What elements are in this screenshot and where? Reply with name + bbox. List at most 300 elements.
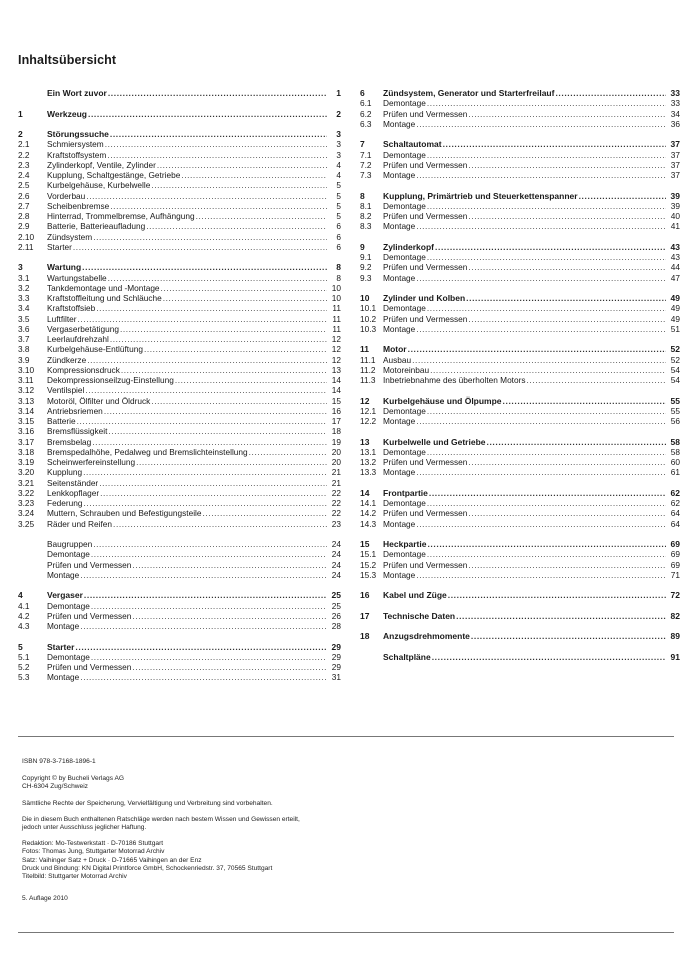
toc-number: 3.25 (18, 518, 35, 529)
dot-leader (92, 437, 327, 447)
toc-entry-row (18, 396, 341, 406)
toc-label (383, 570, 666, 580)
toc-label (47, 109, 327, 119)
toc-label (47, 293, 327, 303)
toc-page-number: 64 (670, 518, 680, 529)
toc-number: 12.2 (360, 416, 377, 426)
toc-number: 3.18 (18, 446, 35, 457)
toc-label (47, 621, 327, 631)
dot-leader (432, 652, 666, 662)
toc-page-number: 47 (670, 272, 680, 283)
toc-label (383, 324, 666, 334)
dot-leader (91, 652, 327, 662)
toc-label (383, 160, 666, 170)
dot-leader (84, 590, 327, 600)
toc-chapter-row (360, 396, 680, 406)
spacer (360, 129, 680, 139)
toc-chapter-row (18, 262, 341, 272)
toc-page-number: 1 (336, 88, 341, 98)
toc-page-number: 58 (670, 446, 680, 457)
toc-chapter-row (360, 191, 680, 201)
toc-label (47, 488, 327, 498)
toc-label-text: Schmiersystem (47, 139, 104, 150)
toc-page-number: 6 (336, 231, 341, 242)
toc-number: 17 (360, 610, 370, 621)
toc-entry-row (360, 467, 680, 477)
toc-number: 3.17 (18, 436, 35, 447)
toc-label-text: Prüfen und Vermessen (383, 313, 468, 324)
toc-number: 3.12 (18, 385, 35, 396)
dot-leader (84, 498, 327, 508)
toc-number: 11.2 (360, 364, 376, 375)
dot-leader (86, 191, 327, 201)
toc-number: 2.8 (18, 211, 30, 221)
toc-number: 3.9 (18, 354, 30, 365)
toc-label-text: Kraftstoffsieb (47, 303, 96, 314)
dot-leader (416, 221, 666, 231)
toc-chapter-row (360, 611, 680, 621)
toc-number: 3 (18, 262, 23, 273)
toc-label-text: Zylinder und Kolben (383, 293, 466, 303)
toc-page-number: 62 (670, 487, 680, 498)
toc-entry-row (360, 262, 680, 272)
spacer (360, 334, 680, 344)
dot-leader (78, 314, 327, 324)
toc-entry-row (18, 242, 341, 252)
toc-page-number: 40 (670, 211, 680, 221)
toc-number: 3.11 (18, 375, 34, 385)
toc-number: 3.24 (18, 508, 35, 519)
spacer (18, 119, 341, 129)
toc-label-text: Demontage (383, 405, 426, 416)
toc-label (383, 303, 666, 313)
toc-page-number: 17 (331, 416, 341, 426)
toc-entry-row (360, 508, 680, 518)
toc-label-text: Montage (383, 323, 416, 334)
toc-label-text: Baugruppen (47, 539, 93, 549)
toc-page-number: 29 (331, 641, 341, 652)
page-title: Inhaltsübersicht (18, 53, 117, 67)
toc-number: 13.3 (360, 467, 377, 478)
dot-leader (429, 488, 666, 498)
toc-label (47, 396, 327, 406)
toc-label-text: Batterie, Batterieaufladung (47, 221, 146, 232)
toc-page-number: 22 (331, 498, 341, 508)
toc-label-text: Federung (47, 498, 83, 508)
toc-label (47, 539, 327, 549)
toc-chapter-row (18, 642, 341, 652)
disclaimer-line-2: jedoch unter Ausschluss jeglicher Haftung. (22, 824, 147, 832)
toc-entry-row (18, 621, 341, 631)
dot-leader (416, 467, 666, 477)
toc-entry-row (18, 457, 341, 467)
toc-page-number: 64 (670, 508, 680, 519)
toc-number: 3.21 (18, 477, 35, 488)
toc-page-number: 18 (331, 426, 341, 437)
dot-leader (471, 631, 666, 641)
toc-label-text: Montage (383, 467, 416, 478)
toc-number: 3.4 (18, 303, 30, 314)
toc-page-number: 55 (670, 395, 680, 406)
toc-label-text: Antriebsriemen (47, 405, 103, 416)
toc-entry-row (18, 426, 341, 436)
toc-label (47, 437, 327, 447)
toc-label-text: Montage (383, 118, 416, 129)
toc-number: 3.19 (18, 457, 35, 467)
toc-number: 14.2 (360, 508, 377, 519)
toc-number: 5.1 (18, 651, 30, 662)
toc-label-text: Werkzeug (47, 108, 87, 119)
toc-label (383, 98, 666, 108)
toc-label (47, 334, 327, 344)
toc-label (383, 539, 666, 549)
dot-leader (161, 283, 327, 293)
toc-page-number: 54 (670, 375, 680, 385)
toc-label-text: Bremsbelag (47, 436, 92, 447)
dot-leader (416, 416, 666, 426)
toc-page-number: 8 (336, 272, 341, 283)
toc-label (47, 560, 327, 570)
toc-number: 8.2 (360, 211, 372, 221)
toc-entry-row (18, 437, 341, 447)
dot-leader (104, 406, 327, 416)
toc-label-text: Kupplung, Schaltgestänge, Getriebe (47, 170, 181, 180)
toc-label (47, 498, 327, 508)
toc-label (47, 191, 327, 201)
toc-label-text: Kabel und Züge (383, 590, 447, 601)
toc-label (47, 570, 327, 580)
toc-label-text: Scheibenbremse (47, 200, 110, 211)
copyright: Copyright © by Bucheli Verlags AG (22, 775, 124, 783)
toc-number: 2.2 (18, 149, 30, 160)
toc-label (47, 478, 327, 488)
dot-leader (427, 303, 666, 313)
toc-page-number: 89 (670, 631, 680, 642)
toc-number: 15 (360, 539, 370, 549)
toc-entry-row (360, 252, 680, 262)
toc-page-number: 58 (670, 436, 680, 447)
toc-label-text: Bremsflüssigkeit (47, 426, 108, 437)
toc-label (383, 242, 666, 252)
dot-leader (249, 447, 327, 457)
toc-page-number: 10 (331, 293, 341, 303)
dot-leader (113, 519, 327, 529)
toc-label-text: Prüfen und Vermessen (47, 559, 132, 570)
toc-number: 2.7 (18, 200, 30, 211)
toc-page-number: 49 (670, 303, 680, 314)
toc-label-text: Prüfen und Vermessen (383, 559, 468, 570)
dot-leader (77, 416, 327, 426)
toc-label-text: Ein Wort zuvor (47, 88, 107, 98)
toc-label-text: Montage (383, 272, 416, 283)
toc-label (47, 416, 327, 426)
toc-label (47, 519, 327, 529)
toc-entry-row (360, 365, 680, 375)
toc-number: 14.3 (360, 518, 377, 529)
dot-leader (468, 314, 666, 324)
toc-label (383, 201, 666, 211)
toc-label-text: Montage (47, 621, 80, 631)
spacer (360, 478, 680, 488)
toc-page-number: 43 (670, 252, 680, 262)
toc-entry-row (360, 221, 680, 231)
toc-label (47, 662, 327, 672)
toc-number: 16 (360, 590, 370, 601)
toc-page-number: 37 (670, 159, 680, 170)
toc-number: 13.1 (360, 446, 377, 457)
spacer (18, 529, 341, 539)
toc-label (47, 652, 327, 662)
toc-entry-row (360, 570, 680, 580)
toc-page-number: 23 (331, 518, 341, 529)
toc-page-number: 54 (670, 364, 680, 375)
toc-entry-row (360, 150, 680, 160)
toc-page-number: 12 (331, 334, 341, 344)
toc-number: 15.2 (360, 559, 377, 570)
toc-label-text: Inbetriebnahme des überholten Motors (383, 375, 526, 385)
spacer (360, 180, 680, 190)
toc-number: 2.3 (18, 159, 30, 170)
dot-leader (427, 98, 666, 108)
dot-leader (175, 375, 327, 385)
dot-leader (91, 549, 327, 559)
toc-label (47, 242, 327, 252)
dot-leader (108, 273, 327, 283)
toc-page-number: 24 (331, 539, 341, 549)
dot-leader (416, 273, 666, 283)
toc-left-column (18, 88, 341, 683)
toc-label (47, 201, 327, 211)
toc-number: 3.23 (18, 498, 35, 508)
toc-number: 7.3 (360, 170, 372, 180)
toc-chapter-row (360, 590, 680, 600)
toc-label (47, 601, 327, 611)
disclaimer-line-1: Die in diesem Buch enthaltenen Ratschläge werden nach bestem Wissen und Gewissen erteilt, (22, 815, 300, 823)
toc-label (47, 406, 327, 416)
toc-label (47, 447, 327, 457)
toc-chapter-row (360, 88, 680, 98)
toc-label (383, 631, 666, 641)
toc-label (383, 549, 666, 559)
toc-entry-row (360, 314, 680, 324)
toc-label-text: Anzugsdrehmomente (383, 631, 470, 642)
toc-label (47, 160, 327, 170)
toc-entry-row (18, 601, 341, 611)
toc-label-text: Wartungstabelle (47, 272, 107, 283)
toc-label (47, 508, 327, 518)
dot-leader (121, 365, 327, 375)
toc-number: 18 (360, 631, 370, 642)
toc-page-number: 11 (332, 313, 341, 324)
toc-label-text: Montage (383, 416, 416, 426)
toc-page-number: 41 (670, 221, 680, 232)
toc-entry-row (360, 160, 680, 170)
toc-entry-row (18, 314, 341, 324)
toc-label-text: Demontage (47, 600, 90, 611)
toc-page-number: 69 (670, 559, 680, 570)
toc-page-number: 71 (670, 569, 680, 580)
dot-leader (468, 560, 666, 570)
toc-label-text: Kurbelgehäuse und Ölpumpe (383, 395, 502, 406)
toc-entry-row (18, 324, 341, 334)
toc-entry-row (360, 457, 680, 467)
toc-chapter-row (18, 109, 341, 119)
spacer (360, 385, 680, 395)
toc-page-number: 6 (336, 241, 341, 252)
dot-leader (80, 621, 327, 631)
toc-number: 10.2 (360, 313, 377, 324)
toc-label-text: Kurbelgehäuse-Entlüftung (47, 344, 143, 355)
dot-leader (151, 180, 327, 190)
spacer (18, 98, 341, 108)
toc-number: 13.2 (360, 457, 377, 467)
toc-number: 7 (360, 139, 365, 150)
toc-label-text: Montage (383, 221, 416, 232)
toc-page-number: 51 (670, 323, 680, 334)
rights-notice: Sämtliche Rechte der Speicherung, Vervielfältigung und Verbreitung sind vorbehalten. (22, 799, 273, 807)
toc-label-text: Demontage (383, 549, 426, 560)
toc-label-text: Montage (47, 569, 80, 580)
toc-page-number: 14 (331, 385, 341, 396)
toc-page-number: 3 (336, 139, 341, 150)
toc-page-number: 24 (331, 549, 341, 560)
toc-label-text: Prüfen und Vermessen (383, 457, 468, 467)
toc-label (383, 416, 666, 426)
toc-label-text: Schaltpläne (383, 651, 431, 662)
toc-label (383, 396, 666, 406)
dot-leader (416, 170, 666, 180)
toc-label (47, 129, 327, 139)
dot-leader (468, 457, 666, 467)
toc-page-number: 5 (336, 211, 341, 221)
dot-leader (427, 252, 666, 262)
toc-number: 4.3 (18, 621, 30, 631)
toc-number: 3.2 (18, 282, 30, 293)
dot-leader (110, 201, 327, 211)
toc-label (47, 611, 327, 621)
toc-number: 7.2 (360, 159, 372, 170)
toc-entry-row (360, 406, 680, 416)
toc-label (383, 457, 666, 467)
dot-leader (456, 611, 666, 621)
toc-chapter-row (360, 539, 680, 549)
photo-credit: Fotos: Thomas Jung, Stuttgarter Motorrad Archiv (22, 848, 165, 856)
toc-chapter-row (18, 590, 341, 600)
toc-page-number: 20 (331, 457, 341, 467)
dot-leader (82, 262, 327, 272)
toc-page-number: 19 (331, 436, 341, 447)
divider-top (18, 736, 674, 737)
dot-leader (468, 211, 666, 221)
toc-page-number: 4 (336, 170, 341, 180)
toc-label (47, 549, 327, 559)
toc-entry-row (360, 375, 680, 385)
toc-entry-row (18, 416, 341, 426)
toc-entry-row (18, 334, 341, 344)
toc-label-text: Demontage (383, 498, 426, 508)
toc-number: 9.2 (360, 262, 372, 273)
toc-label-text: Luftfilter (47, 313, 77, 324)
toc-chapter-row (360, 652, 680, 662)
toc-entry-row (18, 170, 341, 180)
dot-leader (468, 109, 666, 119)
toc-label (47, 150, 327, 160)
toc-label (47, 283, 327, 293)
toc-entry-row (18, 180, 341, 190)
dot-leader (163, 293, 327, 303)
toc-entry-row (18, 498, 341, 508)
toc-number: 9 (360, 241, 365, 252)
toc-page-number: 8 (336, 262, 341, 273)
toc-page-number: 3 (336, 149, 341, 160)
dot-leader (468, 262, 666, 272)
toc-label-text: Kraftstoffsystem (47, 149, 107, 160)
dot-leader (579, 191, 666, 201)
toc-number: 3.16 (18, 426, 35, 437)
toc-label (383, 467, 666, 477)
toc-label (383, 170, 666, 180)
toc-label (383, 88, 666, 98)
toc-page-number: 36 (670, 118, 680, 129)
dot-leader (108, 426, 327, 436)
toc-label (383, 365, 666, 375)
toc-page-number: 31 (331, 672, 341, 683)
toc-label-text: Kompressionsdruck (47, 364, 120, 375)
toc-entry-row (18, 355, 341, 365)
toc-page-number: 15 (331, 395, 341, 406)
dot-leader (100, 488, 327, 498)
toc-number: 3.5 (18, 313, 30, 324)
toc-entry-row (360, 355, 680, 365)
toc-entry-row (18, 160, 341, 170)
dot-leader (93, 232, 327, 242)
toc-entry-row (18, 191, 341, 201)
toc-right-column (360, 88, 680, 662)
toc-page-number: 49 (670, 293, 680, 303)
toc-page-number: 62 (670, 498, 680, 508)
spacer (360, 232, 680, 242)
toc-number: 2.6 (18, 190, 30, 201)
toc-label (383, 519, 666, 529)
spacer (360, 580, 680, 590)
toc-page-number: 13 (331, 364, 341, 375)
toc-chapter-row (18, 129, 341, 139)
isbn: ISBN 978-3-7168-1896-1 (22, 758, 96, 765)
toc-page-number: 43 (670, 241, 680, 252)
toc-label (47, 672, 327, 682)
toc-entry-row (18, 201, 341, 211)
toc-label (383, 273, 666, 283)
toc-label-text: Kurbelwelle und Getriebe (383, 436, 486, 447)
toc-label-text: Zündsystem, Generator und Starterfreilauf (383, 88, 555, 98)
toc-entry-row (18, 447, 341, 457)
toc-page-number: 5 (336, 200, 341, 211)
toc-page-number: 49 (670, 313, 680, 324)
toc-number: 4.2 (18, 610, 30, 621)
toc-chapter-row (360, 139, 680, 149)
toc-entry-row (18, 150, 341, 160)
edition: 5. Auflage 2010 (22, 895, 68, 903)
toc-label-text: Seitenständer (47, 477, 99, 488)
editorial-credit: Redaktion: Mo-Testwerkstatt · D-70186 Stuttgart (22, 840, 164, 848)
dot-leader (110, 129, 327, 139)
dot-leader (430, 365, 666, 375)
toc-entry-row (18, 406, 341, 416)
dot-leader (427, 447, 666, 457)
toc-entry-row (18, 385, 341, 395)
toc-label (383, 498, 666, 508)
dot-leader (93, 539, 327, 549)
